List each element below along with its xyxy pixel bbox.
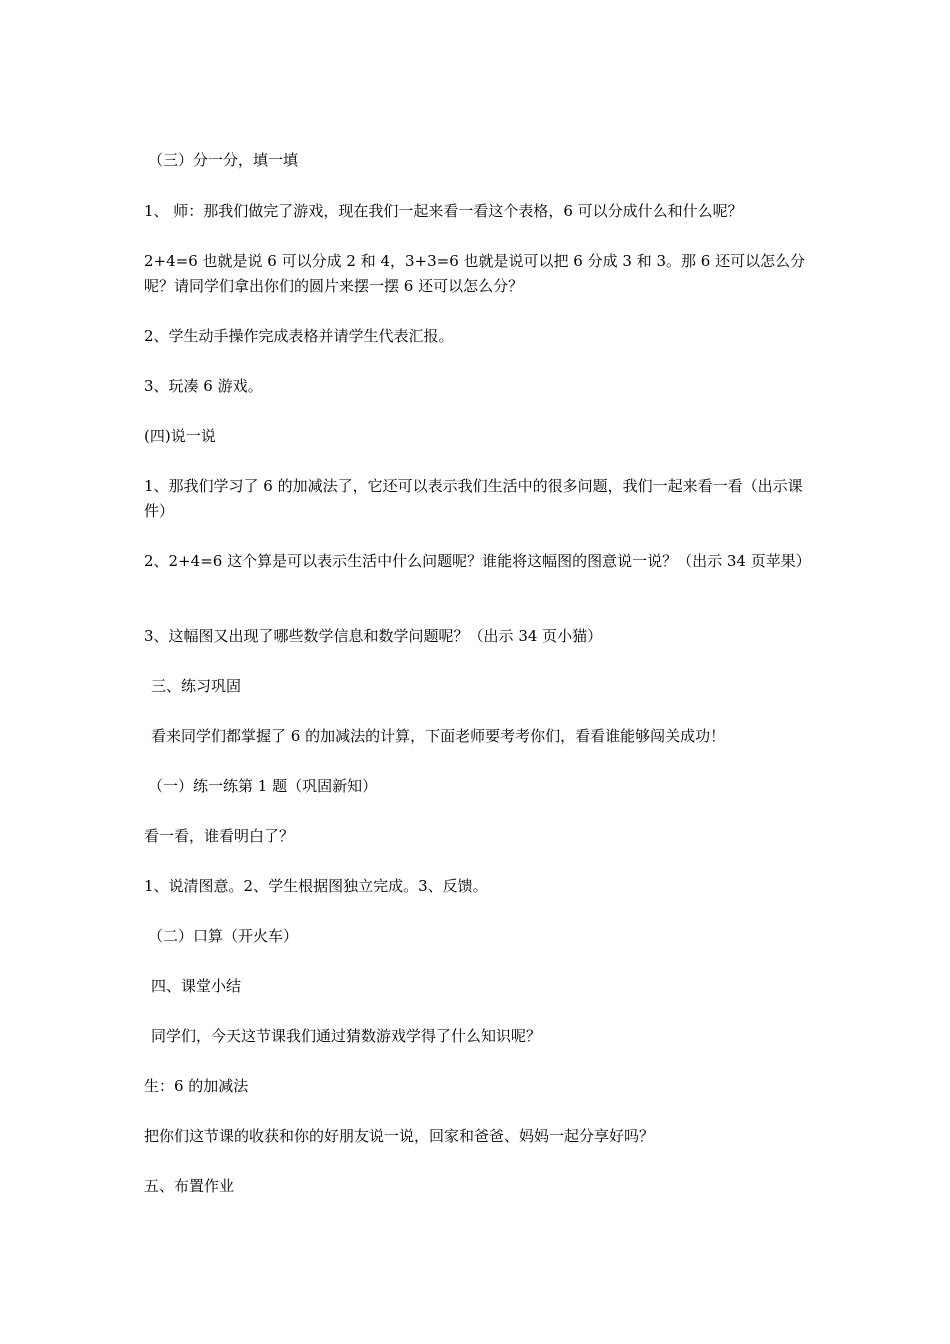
paragraph-steps: 1、说清图意。2、学生根据图独立完成。3、反馈。 [144,877,488,895]
paragraph-apple: 2、2+4=6 这个算是可以表示生活中什么问题呢？谁能将这幅图的图意说一说？（出示 34 页苹果） [144,552,811,570]
paragraph-student-report: 2、学生动手操作完成表格并请学生代表汇报。 [144,327,454,345]
paragraph-challenge: 看来同学们都掌握了 6 的加减法的计算，下面老师要考考你们，看看谁能够闯关成功！ [151,727,726,745]
section-heading-shuo-yi-shuo: (四)说一说 [144,427,216,445]
paragraph-student-answer: 生：6 的加减法 [144,1077,249,1095]
paragraph-share: 把你们这节课的收获和你的好朋友说一说，回家和爸爸、妈妈一起分享好吗？ [144,1127,655,1145]
paragraph-split-six: 2+4=6 也就是说 6 可以分成 2 和 4，3+3=6 也就是说可以把 6 分成 3 和 3。那 6 还可以怎么分呢？请同学们拿出你们的圆片来摆一摆 6 还可以怎么分？ [144,252,806,295]
paragraph-summary-question: 同学们，今天这节课我们通过猜数游戏学得了什么知识呢？ [151,1027,542,1045]
paragraph-life-problems: 1、那我们学习了 6 的加减法了，它还可以表示我们生活中的很多问题，我们一起来看一看（出示课件） [144,477,803,520]
paragraph-look: 看一看，谁看明白了？ [144,827,295,845]
section-heading-homework: 五、布置作业 [144,1177,235,1195]
subheading-oral-calc: （二）口算（开火车） [148,927,299,945]
paragraph-cat: 3、这幅图又出现了哪些数学信息和数学问题呢？（出示 34 页小猫） [144,627,603,645]
section-heading-fen-yi-fen: （三）分一分，填一填 [148,151,299,169]
paragraph-game: 3、玩凑 6 游戏。 [144,377,263,395]
section-heading-practice: 三、练习巩固 [151,677,242,695]
section-heading-summary: 四、课堂小结 [151,977,242,995]
paragraph-teacher-table: 1、 师：那我们做完了游戏，现在我们一起来看一看这个表格，6 可以分成什么和什么呢？ [144,202,743,220]
subheading-exercise-1: （一）练一练第 1 题（巩固新知） [148,777,378,795]
